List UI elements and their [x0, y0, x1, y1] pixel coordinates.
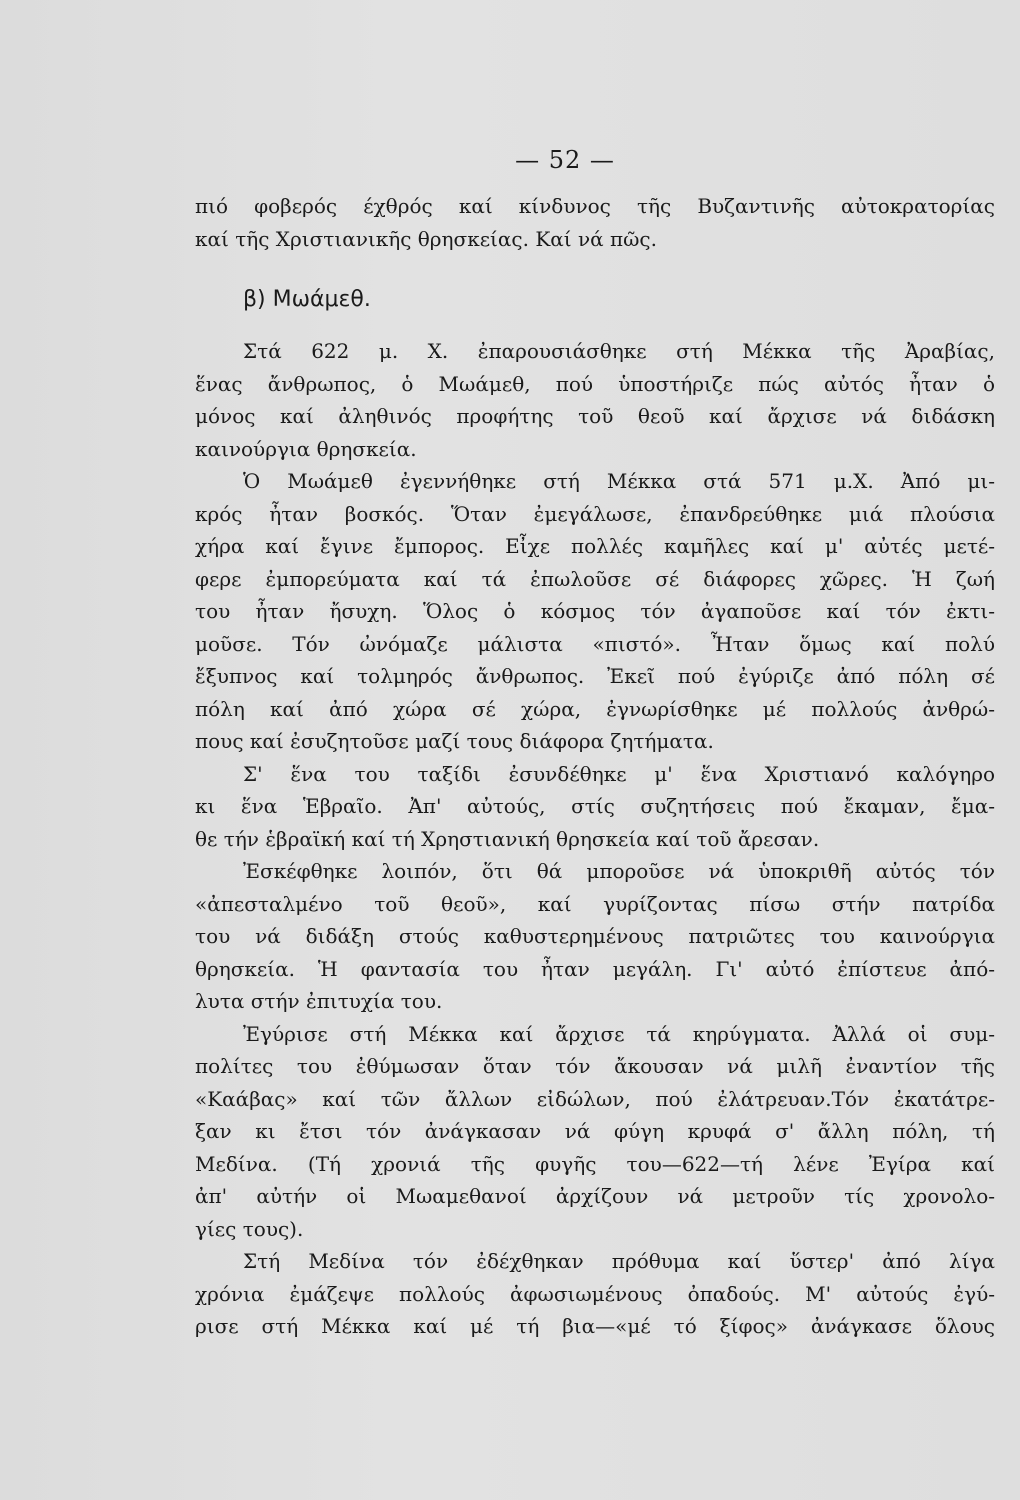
text-body [195, 190, 995, 1343]
text-line: Ἐγύρισε στή Μέκκα καί ἄρχισε τά κηρύγματα. Ἀλλά οἱ συμ- [243, 1021, 995, 1046]
text-line: καινούργια θρησκεία. [195, 436, 417, 461]
text-line: Σ' ἕνα του ταξίδι ἐσυνδέθηκε μ' ἕνα Χριστιανό καλόγηρο [243, 761, 995, 786]
text-line: «ἀπεσταλμένο τοῦ θεοῦ», καί γυρίζοντας πίσω στήν πατρίδα [195, 891, 995, 916]
text-line: Ὁ Μωάμεθ ἐγεννήθηκε στή Μέκκα στά 571 μ.Χ. Ἀπό μι- [243, 469, 995, 493]
paragraph [195, 855, 995, 1018]
text-line: πολίτες του ἐθύμωσαν ὅταν τόν ἄκουσαν νά μιλῆ ἐναντίον τῆς [195, 1054, 995, 1078]
page-number: — 52 — [515, 146, 615, 174]
text-line: Στά 622 μ. Χ. ἐπαρουσιάσθηκε στή Μέκκα τῆς Ἀραβίας, [243, 339, 995, 363]
text-line: Ἐσκέφθηκε λοιπόν, ὅτι θά μποροῦσε νά ὑποκριθῆ αὐτός τόν [243, 859, 995, 883]
text-line: πιό φοβερός έχθρός καί κίνδυνος τῆς Βυζαντινῆς αὐτοκρατορίας [195, 194, 995, 218]
text-line: γίες τους). [195, 1216, 304, 1241]
paragraph [195, 1245, 995, 1343]
text-line: λυτα στήν ἐπιτυχία του. [195, 989, 443, 1013]
text-line: καί τῆς Χριστιανικῆς θρησκείας. Καί νά πῶς. [195, 226, 657, 251]
paragraph [195, 465, 995, 758]
text-line: θε τήν ἑβραϊκή καί τή Χρηστιανική θρησκεία καί τοῦ ἄρεσαν. [195, 826, 820, 851]
text-line: μοῦσε. Τόν ὠνόμαζε μάλιστα «πιστό». Ἦταν ὅμως καί πολύ [195, 631, 995, 656]
text-line: μόνος καί ἀληθινός προφήτης τοῦ θεοῦ καί ἄρχισε νά διδάσκη [195, 404, 995, 428]
text-line: Μεδίνα. (Τή χρονιά τῆς φυγῆς του—622—τή λένε Ἐγίρα καί [195, 1151, 995, 1176]
paragraph [195, 1018, 995, 1246]
text-line: ἔξυπνος καί τολμηρός ἄνθρωπος. Ἐκεῖ πού ἐγύριζε ἀπό πόλη σέ [195, 664, 995, 688]
text-line: κρός ἦταν βοσκός. Ὅταν ἐμεγάλωσε, ἐπανδρεύθηκε μιά πλούσια [195, 501, 995, 526]
text-line: πόλη καί ἀπό χώρα σέ χώρα, ἐγνωρίσθηκε μέ πολλούς ἀνθρώ- [195, 696, 995, 721]
paragraph [195, 758, 995, 856]
text-line: Στή Μεδίνα τόν ἐδέχθηκαν πρόθυμα καί ὕστερ' ἀπό λίγα [243, 1249, 995, 1273]
text-line: «Καάβας» καί τῶν ἄλλων εἰδώλων, πού ἐλάτρευαν.Τόν ἐκατάτρε- [195, 1086, 995, 1111]
text-line: ξαν κι ἔτσι τόν ἀνάγκασαν νά φύγη κρυφά σ' ἄλλη πόλη, τή [195, 1119, 995, 1143]
text-line: χρόνια ἐμάζεψε πολλούς ἀφωσιωμένους ὀπαδούς. Μ' αὐτούς ἐγύ- [195, 1281, 995, 1306]
text-line: ρισε στή Μέκκα καί μέ τή βια—«μέ τό ξίφος» ἀνάγκασε ὅλους [195, 1314, 995, 1338]
text-line: ἀπ' αὐτήν οἱ Μωαμεθανοί ἀρχίζουν νά μετροῦν τίς χρονολο- [195, 1184, 995, 1208]
text-line: κι ἕνα Ἑβραῖο. Ἀπ' αὐτούς, στίς συζητήσεις πού ἔκαμαν, ἔμα- [195, 794, 995, 818]
paragraph [195, 335, 995, 465]
text-line: φερε ἐμπορεύματα καί τά ἐπωλοῦσε σέ διάφορες χῶρες. Ἡ ζωή [195, 566, 995, 591]
text-line: του νά διδάξη στούς καθυστερημένους πατριῶτες του καινούργια [195, 924, 995, 948]
section-heading: β) Μωάμεθ. [243, 287, 371, 312]
text-line: του ἦταν ἤσυχη. Ὅλος ὁ κόσμος τόν ἀγαποῦσε καί τόν ἐκτι- [195, 599, 995, 623]
text-line: θρησκεία. Ἡ φαντασία του ἦταν μεγάλη. Γι' αὐτό ἐπίστευε ἀπό- [195, 956, 995, 981]
text-line: πους καί ἐσυζητοῦσε μαζί τους διάφορα ζητήματα. [195, 729, 714, 753]
text-line: ἕνας ἄνθρωπος, ὁ Μωάμεθ, πού ὑποστήριζε πώς αὐτός ἦταν ὁ [195, 371, 995, 396]
text-line: χήρα καί ἔγινε ἔμπορος. Εἶχε πολλές καμῆλες καί μ' αὐτές μετέ- [195, 534, 995, 558]
